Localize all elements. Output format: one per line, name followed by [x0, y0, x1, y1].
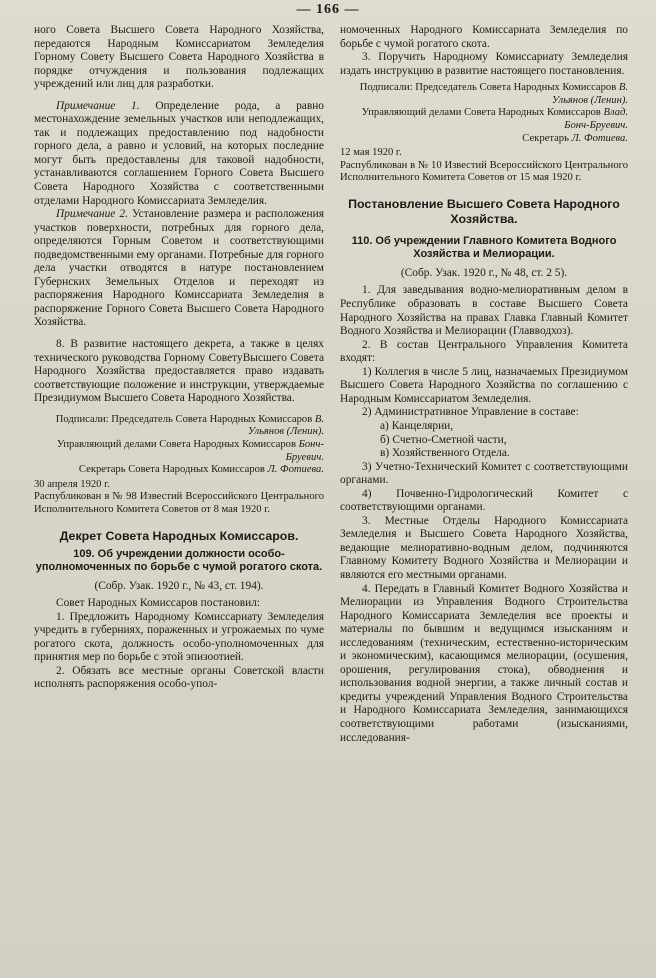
article-110-point-4: 4. Передать в Главный Комитет Водного Хозяйства и Мелиорации из Управления Водного Строительства Народного Комиссариата Земледелия все проекты и материалы по бывшим и ведущимся изысканиям и исследованиям (техническим, естественно-историческим и экономическим), касающимся мелиорации, (осушения, орошения, регулирования стока), обводнения и использования водной энергии, а также личный состав и кредиты учреждений Управления Водного Строительства и Народного Комиссариата Земледелия, занимающихся соответствующими работами (изысканиями, исследования- [340, 582, 628, 744]
signature-secretary-name: Л. Фотиева. [267, 464, 324, 476]
right-column [340, 24, 628, 745]
page-number: — 166 — [296, 2, 360, 17]
signature-manager-role: Управляющий делами Совета Народных Комиссаров [56, 438, 296, 450]
decree-date-2: 12 мая 1920 г. [340, 147, 402, 159]
article-109-point-3: 3. Поручить Народному Комиссариату Земледелия издать инструкцию в развитие настоящего постановления. [340, 51, 628, 77]
signature-chairman-name: В. Ульянов (Ленин). [247, 413, 324, 438]
note-1-text: Определение рода, а равно местонахождение земельных участков или неподлежащих, так и подлежащих предоставлению под надобности горного дела, а равно и условий, на которых последние могут быть предоставлены для таковой надобности, устанавливаются соглашением Горного Совета Высшего Совета Народного Хозяйства с соответственными отделами Народного Комиссариата Земледелия. [34, 99, 324, 207]
note-2 [34, 208, 324, 330]
signature-secretary-2 [340, 133, 628, 146]
article-110-item-2: 2) Административное Управление в составе: [362, 406, 579, 419]
article-110-point-3: 3. Местные Отделы Народного Комиссариата Земледелия и Высшего Совета Народного Хозяйства, ведающие мелиоративно-водным делом, подчиняются Главному Комитету Водного Хозяйства и Мелиорации и являются его местными органами. [340, 514, 628, 581]
article-110-point-1: 1. Для заведывания водно-мелиоративным делом в Республике образовать в составе Высшего Совета Народного Хозяйства на правах Главка Главный Комитет Водного Хозяйства и Мелиорации (Главводхоз). [340, 284, 628, 338]
article-109-source: (Собр. Узак. 1920 г., № 43, ст. 194). [94, 579, 264, 592]
signature-chairman-2 [340, 82, 628, 107]
article-109-intro: Совет Народных Комиссаров постановил: [56, 597, 261, 610]
article-109-point-1: 1. Предложить Народному Комиссариату Земледелия учредить в губерниях, пораженных и угрожаемых по чуме рогатого скота, должность особо-уполномоченных для принятия мер по борьбе с этой эпизоотией. [34, 610, 324, 664]
signature-manager-2-role: Управляющий делами Совета Народных Комиссаров [361, 107, 601, 119]
article-110-item-2c: в) Хозяйственного Отдела. [380, 447, 510, 460]
signature-chairman-2-role: Подписали: Председатель Совета Народных Комиссаров [359, 82, 617, 94]
article-110-item-3: 3) Учетно-Технический Комитет с соответствующими органами. [340, 460, 628, 487]
signature-manager-name: Бонч-Бруевич. [285, 438, 324, 463]
decree-date: 30 апреля 1920 г. [34, 478, 110, 490]
article-110-item-4: 4) Почвенно-Гидрологический Комитет с соответствующими органами. [340, 487, 628, 514]
article-110-item-2b: б) Счетно-Сметной части, [380, 433, 507, 446]
article-110-point-2: 2. В состав Центрального Управления Комитета входят: [340, 338, 628, 365]
article-110-item-2a: а) Канцелярии, [380, 419, 454, 432]
note-2-text: Установление размера и расположения участков поверхности, потребных для горного дела, определяются Горным Советом и соответствующими подведомственными ему органами. Потребные для горного дела участки отводятся в натуре постановлением Губернских Земельных Отделов и переходят из распоряжения Народного Комиссариата Земледелия в распоряжение Горного Совета Высшего Совета Народного Хозяйства. [34, 208, 324, 329]
decree-heading: Декрет Совета Народных Комиссаров. [59, 528, 299, 543]
signature-secretary-2-role: Секретарь [522, 132, 569, 144]
signature-chairman-2-name: В. Ульянов (Ленин). [551, 82, 628, 106]
article-110-source: (Собр. Узак. 1920 г., № 48, ст. 2 5). [400, 266, 568, 279]
signature-secretary [34, 464, 324, 477]
article-109-title: 109. Об учреждении должности особо-уполномоченных по борьбе с чумой рогатого скота. [35, 547, 323, 574]
article-109-point-2: 2. Обязать все местные органы Советской власти исполнять распоряжения особо-упол- [34, 664, 324, 691]
left-column [34, 24, 324, 692]
note-1 [34, 100, 324, 208]
signature-manager-2 [340, 107, 628, 132]
signature-chairman-role: Подписали: Председатель Совета Народных Комиссаров [55, 413, 313, 425]
signature-secretary-2-name: Л. Фотиева. [571, 132, 628, 144]
continued-paragraph: номоченных Народного Комиссариата Земледелия по борьбе с чумой рогатого скота. [340, 24, 628, 50]
signature-secretary-role: Секретарь Совета Народных Комиссаров [78, 464, 265, 476]
intro-paragraph: ного Совета Высшего Совета Народного Хозяйства, передаются Народным Комиссариатом Земледелия Горному Совету Высшего Совета Народного Хозяйства в порядке отчуждения и пользования подлежащих учреждений или лиц для разработки. [34, 24, 324, 91]
signature-manager [34, 439, 324, 464]
signature-chairman [34, 414, 324, 439]
publication-note: Распубликован в № 98 Известий Всероссийского Центрального Исполнительного Комитета Советов от 8 мая 1920 г. [34, 491, 324, 515]
note-2-label: Примечание 2. [56, 208, 128, 221]
article-110-item-1: 1) Коллегия в числе 5 лиц, назначаемых Президиумом Высшего Совета Народного Хозяйства по соглашению с Народным Комиссариатом Земледелия. [340, 365, 628, 405]
article-110-title: 110. Об учреждении Главного Комитета Водного Хозяйства и Мелиорации. [351, 234, 617, 261]
note-1-label: Примечание 1. [56, 99, 140, 112]
resolution-heading: Постановление Высшего Совета Народного Хозяйства. [348, 196, 620, 226]
publication-note-2: Распубликован в № 10 Известий Всероссийского Центрального Исполнительного Комитета Советов от 15 мая 1920 г. [340, 159, 628, 184]
signature-manager-2-name: Влад. Бонч-Бруевич. [564, 107, 628, 131]
paragraph-8: 8. В развитие настоящего декрета, а также в целях технического руководства Горному СоветуВысшего Совета Народного Хозяйства предоставляется право издавать соответствующие положение и инструкции, утверждаемые Президиумом Высшего Совета Народного Хозяйства. [34, 338, 324, 405]
